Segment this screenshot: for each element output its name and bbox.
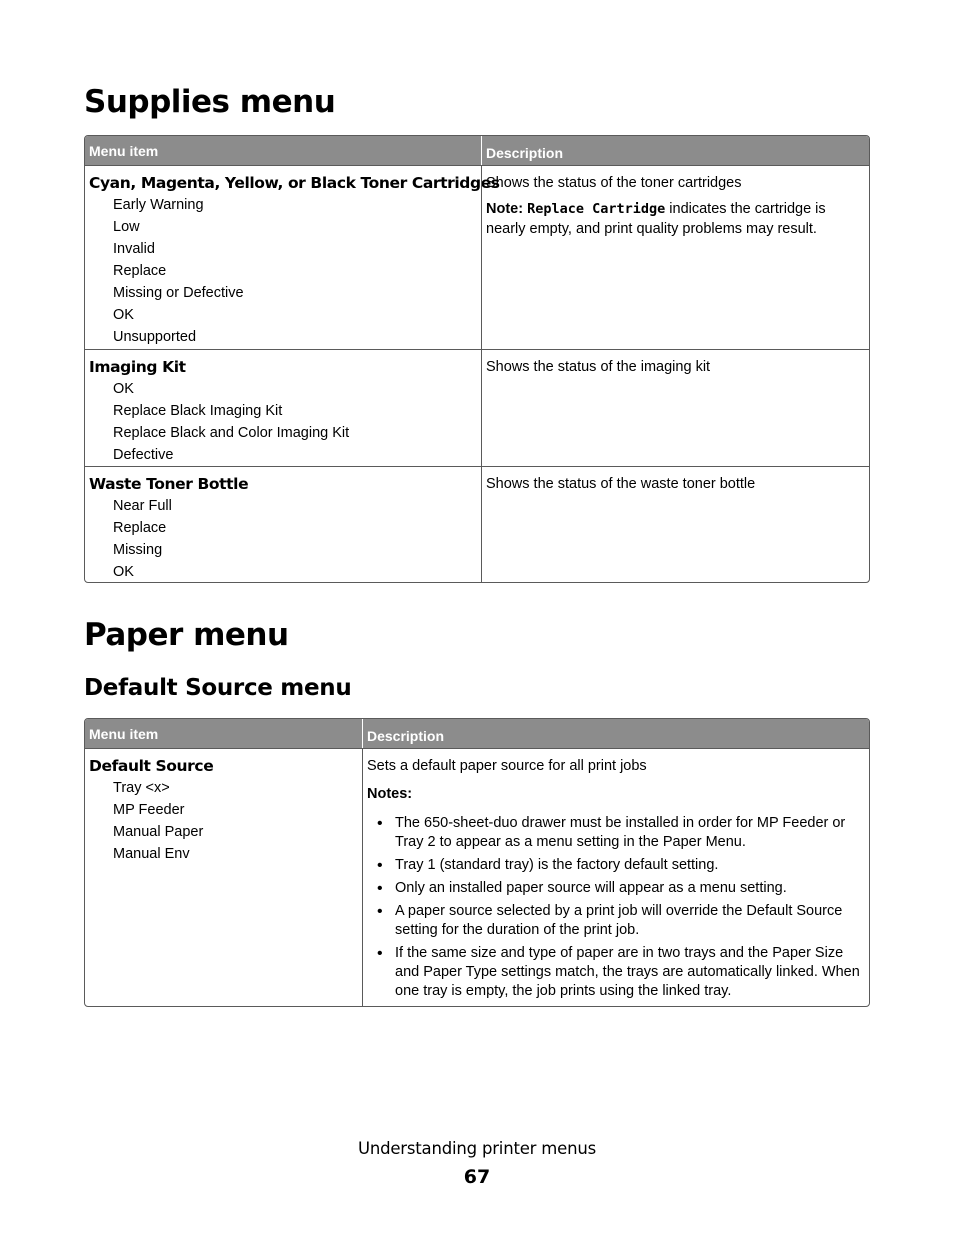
description-text: Sets a default paper source for all print jobs	[367, 758, 647, 774]
supplies-menu-heading: Supplies menu	[84, 84, 336, 120]
menu-option: Early Warning	[113, 197, 204, 213]
list-item: • The 650-sheet-duo drawer must be installed in order for MP Feeder or Tray 2 to appear as a menu setting in the Paper Menu.	[367, 814, 865, 852]
column-header-description: Description	[362, 719, 869, 748]
note-paragraph	[486, 199, 865, 239]
list-item: • Only an installed paper source will appear as a menu setting.	[367, 879, 865, 898]
menu-option: OK	[113, 564, 134, 580]
menu-item-title: Cyan, Magenta, Yellow, or Black Toner Cartridges	[89, 174, 500, 192]
list-item: • If the same size and type of paper are in two trays and the Paper Size and Paper Type settings match, the trays are automatically linked. When one tray is empty, the job prints using the linked tray.	[367, 944, 865, 1001]
table-header	[85, 136, 869, 165]
description-cell	[481, 467, 869, 582]
list-item: • Tray 1 (standard tray) is the factory default setting.	[367, 856, 865, 875]
menu-option: Replace	[113, 520, 167, 536]
table-row	[85, 466, 869, 582]
menu-item-title: Imaging Kit	[89, 358, 186, 376]
description-cell	[362, 749, 869, 1006]
table-header	[85, 719, 869, 748]
menu-option: Tray <x>	[113, 780, 170, 796]
menu-option: Replace	[113, 263, 167, 279]
paper-menu-heading: Paper menu	[84, 617, 289, 653]
menu-option: Low	[113, 219, 140, 235]
page-number: 67	[463, 1166, 491, 1188]
description-cell	[481, 166, 869, 349]
menu-option: OK	[113, 307, 134, 323]
list-item: • A paper source selected by a print job will override the Default Source setting for the duration of the print job.	[367, 902, 865, 940]
menu-option: Near Full	[113, 498, 172, 514]
column-header-description: Description	[481, 136, 869, 165]
table-row	[85, 748, 869, 1006]
notes-list	[367, 814, 865, 1001]
menu-option: Replace Black and Color Imaging Kit	[113, 425, 350, 441]
column-header-menu-item: Menu item	[89, 726, 159, 742]
note-label: Note:	[486, 201, 524, 217]
menu-option: OK	[113, 381, 134, 397]
supplies-menu-table	[84, 135, 870, 583]
menu-option: Manual Env	[113, 846, 190, 862]
menu-item-title: Waste Toner Bottle	[89, 475, 249, 493]
description-text: Shows the status of the imaging kit	[486, 359, 711, 375]
menu-option: Invalid	[113, 241, 155, 257]
column-header-menu-item: Menu item	[89, 143, 159, 159]
description-cell	[481, 350, 869, 466]
menu-option: Replace Black Imaging Kit	[113, 403, 283, 419]
note-code: Replace Cartridge	[527, 201, 666, 217]
default-source-menu-heading: Default Source menu	[84, 675, 352, 701]
description-text: Shows the status of the waste toner bottle	[486, 476, 756, 492]
menu-option: Missing	[113, 542, 163, 558]
menu-item-cell	[85, 749, 362, 1006]
description-text: Shows the status of the toner cartridges	[486, 175, 742, 191]
table-row	[85, 349, 869, 466]
menu-option: Missing or Defective	[113, 285, 244, 301]
table-row	[85, 165, 869, 349]
menu-option: Defective	[113, 447, 174, 463]
menu-option: Unsupported	[113, 329, 197, 345]
menu-item-cell	[85, 467, 481, 582]
menu-option: Manual Paper	[113, 824, 204, 840]
footer-section-title: Understanding printer menus	[357, 1139, 597, 1158]
menu-option: MP Feeder	[113, 802, 185, 818]
note-text: indicates the cartridge is nearly empty, and print quality problems may result.	[486, 201, 826, 237]
menu-item-cell	[85, 350, 481, 466]
default-source-table	[84, 718, 870, 1007]
menu-item-title: Default Source	[89, 757, 214, 775]
menu-item-cell	[85, 166, 500, 349]
notes-label: Notes:	[367, 786, 413, 802]
